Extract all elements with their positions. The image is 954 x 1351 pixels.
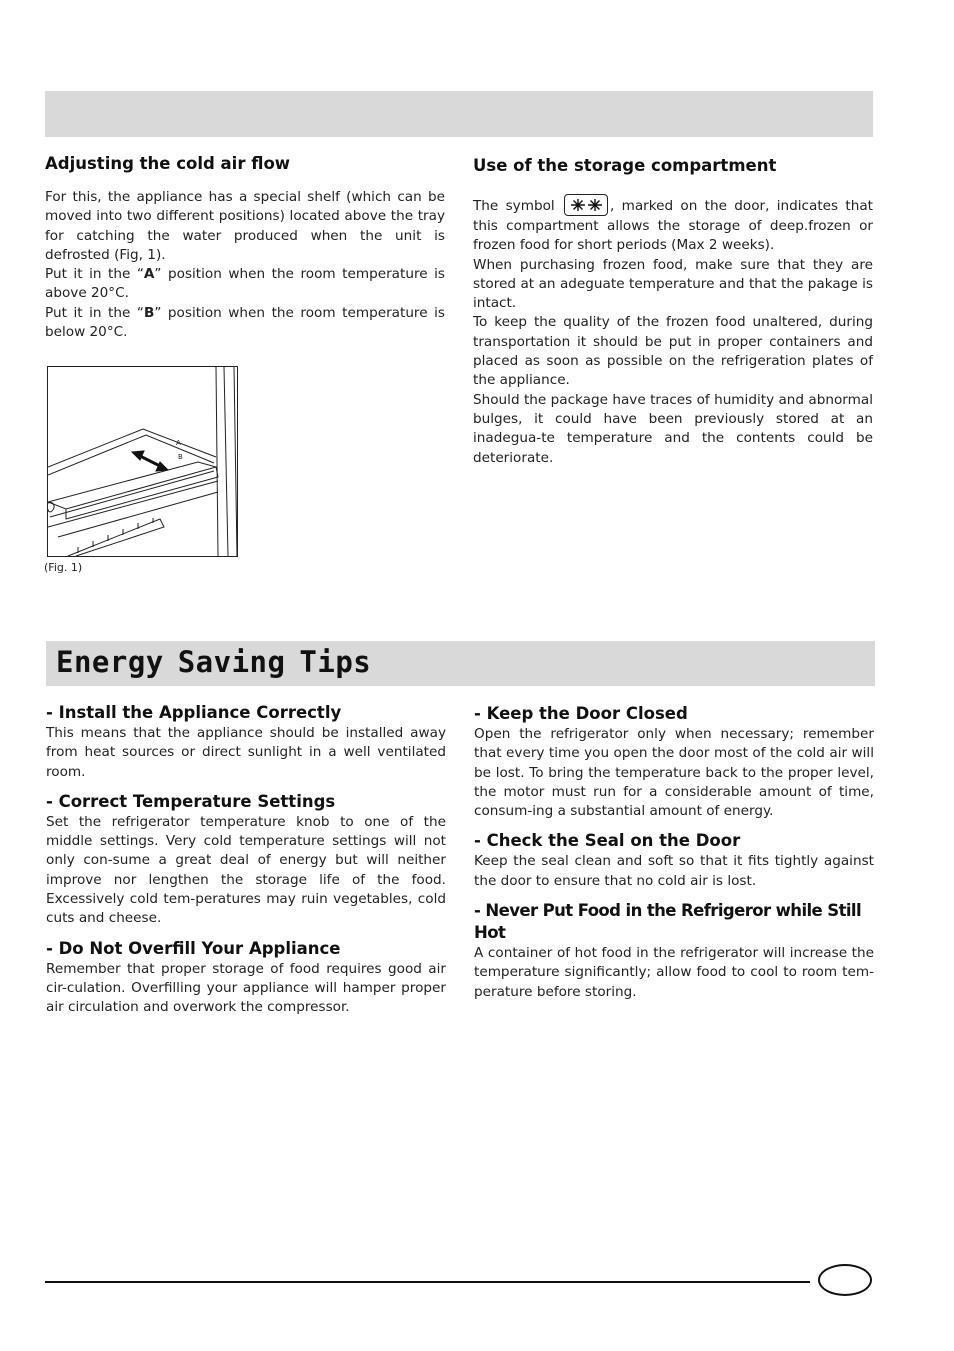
tip-body: Remember that proper storage of food requires good air cir-culation. Overfilling your appliance will hamper proper air circulation and overwork the compressor.: [46, 960, 446, 1016]
tip-seal: [474, 830, 874, 891]
tip-temperature: [46, 791, 446, 929]
storage-paragraph-3: To keep the quality of the frozen food unaltered, during transportation it should be put in proper containers and placed as soon as possible on the refrigeration plates of the appliance.: [473, 314, 873, 389]
tip-heading: - Keep the Door Closed: [474, 704, 688, 723]
header-band: [45, 91, 873, 137]
shelf-adjustment-illustration: [47, 366, 238, 557]
storage-paragraph-2: When purchasing frozen food, make sure that they are stored at an adeguate temperature and that the pakage is intact.: [473, 256, 873, 312]
tip-body: Keep the seal clean and soft so that it fits tightly against the door to ensure that no cold air is lost.: [474, 853, 874, 889]
tip-heading: - Install the Appliance Correctly: [46, 703, 342, 722]
fig-caption: (Fig. 1): [44, 561, 83, 574]
position-b-label: B: [143, 304, 155, 321]
page-number-oval: [818, 1264, 872, 1296]
adjusting-paragraph-1: For this, the appliance has a special shelf (which can be moved into two different positions) located above the tray for catching the water produced when the unit is defrosted (Fig, 1).: [45, 189, 445, 263]
adjusting-paragraph-2: Put it in the “A” position when the room temperature is above 20°C.: [45, 266, 445, 302]
tip-hot-food: [474, 900, 874, 1002]
energy-title: Energy Saving Tips: [56, 645, 372, 679]
adjusting-section: [45, 154, 445, 342]
footer-rule: [45, 1281, 810, 1283]
tip-heading: - Never Put Food in the Refrigeror while Still Hot: [474, 901, 862, 943]
energy-left-column: [46, 702, 446, 1018]
tip-body: This means that the appliance should be installed away from heat sources or direct sunlight in a well ventilated room.: [46, 725, 446, 780]
position-a-label: A: [143, 266, 155, 283]
two-star-freezer-icon: [564, 194, 608, 216]
adjusting-paragraph-3: Put it in the “B” position when the room temperature is below 20°C.: [45, 304, 445, 341]
tip-body: A container of hot food in the refrigerator will increase the temperature significantly; allow food to cool to room tem-perature before storing.: [474, 945, 874, 1000]
tip-install: [46, 702, 446, 782]
storage-paragraph-1: The symbol , marked on the door, indicates that this compartment allows the storage of deep.frozen or frozen food for short periods (Max 2 weeks).: [473, 195, 873, 256]
shelf-illustration-svg: [48, 367, 237, 556]
energy-right-column: [474, 703, 874, 1002]
tip-door-closed: [474, 703, 874, 821]
energy-title-band: [46, 641, 875, 686]
adjusting-heading: Adjusting the cold air flow: [45, 154, 291, 173]
storage-section: [473, 156, 873, 468]
tip-body: Set the refrigerator temperature knob to one of the middle settings. Very cold temperature settings will not only con-sume a great deal of energy but will neither improve nor lengthen the storage life of the food. Excessively cold tem-peratures may ruin vegetables, cold cuts and cheese.: [46, 813, 446, 927]
tip-body: Open the refrigerator only when necessary; remember that every time you open the door most of the cold air will be lost. To bring the temperature back to the proper level, the motor must run for a considerable amount of time, consum-ing a substantial amount of energy.: [474, 726, 874, 820]
storage-heading: Use of the storage compartment: [473, 156, 777, 175]
storage-paragraph-4: Should the package have traces of humidity and abnormal bulges, it could have been previously stored at an inadegua-te temperature and the contents could be deteriorate.: [473, 391, 873, 466]
tip-heading: - Do Not Overfill Your Appliance: [46, 938, 341, 958]
tip-heading: - Correct Temperature Settings: [46, 791, 336, 811]
tip-overfill: [46, 938, 446, 1018]
fig-label-b: B: [178, 453, 183, 461]
fig-label-a: A: [176, 439, 181, 447]
tip-heading: - Check the Seal on the Door: [474, 831, 741, 851]
